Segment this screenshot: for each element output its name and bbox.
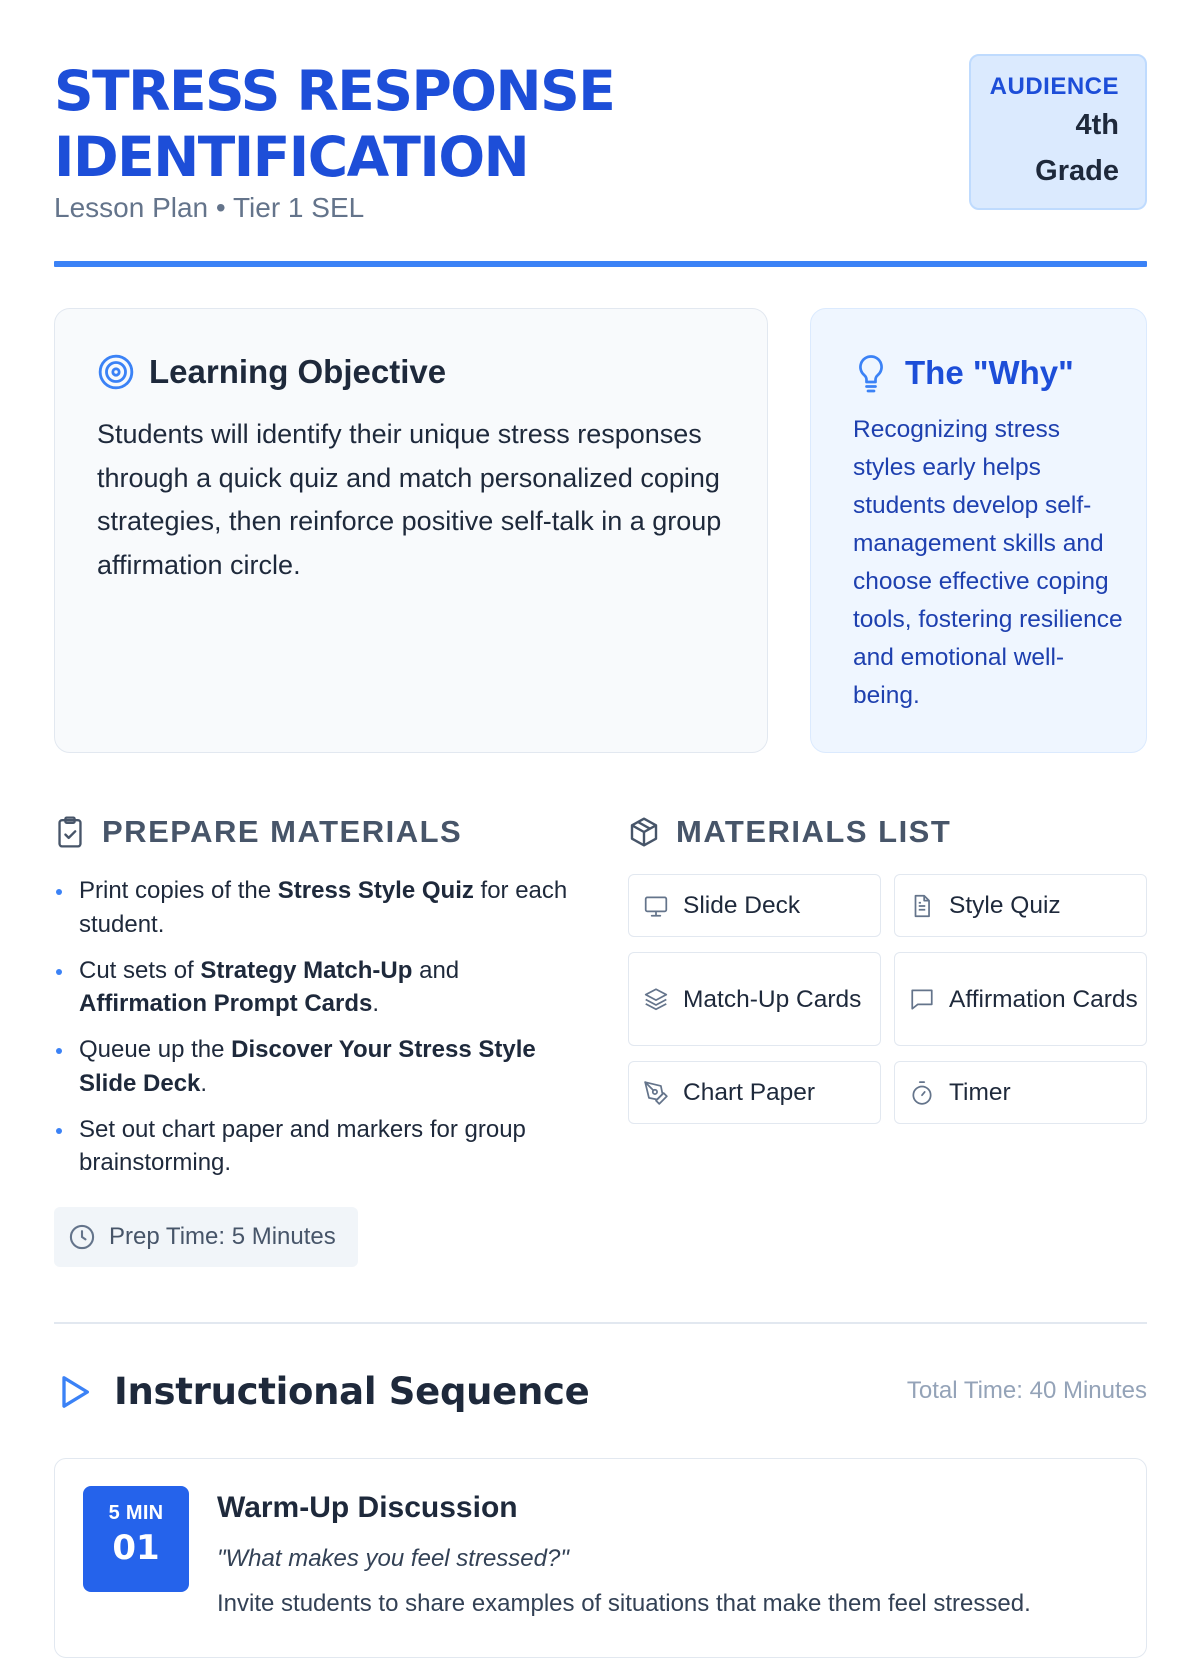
sequence-step-card	[54, 1458, 1147, 1658]
prepare-materials-title: PREPARE MATERIALS	[102, 814, 463, 849]
prepare-materials-list	[54, 874, 574, 1192]
prep-item-1: Print copies of the Stress Style Quiz for each student.	[54, 874, 574, 941]
materials-list-title: MATERIALS LIST	[676, 814, 952, 849]
page-title	[54, 58, 694, 190]
total-time: Total Time: 40 Minutes	[906, 1377, 1147, 1404]
title-line-2: IDENTIFICATION	[54, 125, 529, 189]
title-line-1: STRESS RESPONSE	[54, 59, 615, 123]
step-badge	[83, 1486, 189, 1592]
learning-objective-card	[54, 308, 768, 753]
step-number: 01	[112, 1528, 160, 1568]
prepare-materials-header	[54, 814, 462, 850]
step-title: Warm-Up Discussion	[217, 1491, 518, 1524]
box-icon	[628, 815, 660, 849]
material-style-quiz	[894, 874, 1147, 937]
material-slide-deck	[628, 874, 881, 937]
clipboard-check-icon	[54, 815, 86, 849]
step-quote: "What makes you feel stressed?"	[217, 1545, 569, 1572]
material-match-up-cards	[628, 952, 881, 1046]
monitor-icon	[643, 893, 669, 919]
material-label: Chart Paper	[683, 1079, 816, 1106]
layers-icon	[643, 986, 669, 1012]
instructional-sequence-header	[54, 1370, 589, 1413]
prep-time-label: Prep Time: 5 Minutes	[109, 1223, 336, 1250]
learning-objective-header	[97, 353, 446, 391]
material-label: Affirmation Cards	[949, 985, 1138, 1013]
section-divider	[54, 1322, 1147, 1324]
why-header	[853, 353, 1074, 393]
audience-badge	[969, 54, 1147, 210]
page-subtitle: Lesson Plan • Tier 1 SEL	[54, 192, 365, 223]
prep-time-badge	[54, 1207, 358, 1267]
header-divider	[54, 261, 1147, 267]
prep-item-3: Queue up the Discover Your Stress Style Slide Deck.	[54, 1033, 574, 1100]
why-text: Recognizing stress styles early helps students develop self-management skills and choose effective coping tools, fostering resilience and emotional well-being.	[853, 416, 1123, 709]
prep-item-2: Cut sets of Strategy Match-Up and Affirmation Prompt Cards.	[54, 954, 574, 1021]
step-description: Invite students to share examples of situations that make them feel stressed.	[217, 1590, 1031, 1617]
prep-item-4: Set out chart paper and markers for group brainstorming.	[54, 1113, 574, 1180]
pen-tool-icon	[643, 1080, 669, 1106]
material-chart-paper	[628, 1061, 881, 1124]
material-timer	[894, 1061, 1147, 1124]
target-icon	[97, 353, 135, 391]
message-square-icon	[909, 986, 935, 1012]
material-label: Style Quiz	[949, 892, 1061, 919]
lightbulb-icon	[853, 353, 889, 393]
step-duration: 5 MIN	[108, 1502, 164, 1524]
audience-label: AUDIENCE	[989, 73, 1119, 100]
material-label: Timer	[949, 1079, 1011, 1106]
material-label: Match-Up Cards	[683, 985, 862, 1013]
material-affirmation-cards	[894, 952, 1147, 1046]
instructional-sequence-title: Instructional Sequence	[114, 1370, 590, 1413]
why-card	[810, 308, 1147, 753]
audience-value-line-2: Grade	[1035, 155, 1119, 187]
why-title: The "Why"	[905, 354, 1074, 391]
learning-objective-title: Learning Objective	[149, 353, 447, 390]
material-label: Slide Deck	[683, 892, 801, 919]
document-icon	[909, 893, 935, 919]
audience-value-line-1: 4th	[1075, 109, 1119, 141]
learning-objective-text: Students will identify their unique stress responses through a quick quiz and match personalized coping strategies, then reinforce positive self-talk in a group affirmation circle.	[97, 419, 722, 580]
stopwatch-icon	[909, 1080, 935, 1106]
clock-icon	[68, 1223, 96, 1251]
materials-list-header	[628, 814, 951, 850]
play-icon	[54, 1372, 94, 1412]
